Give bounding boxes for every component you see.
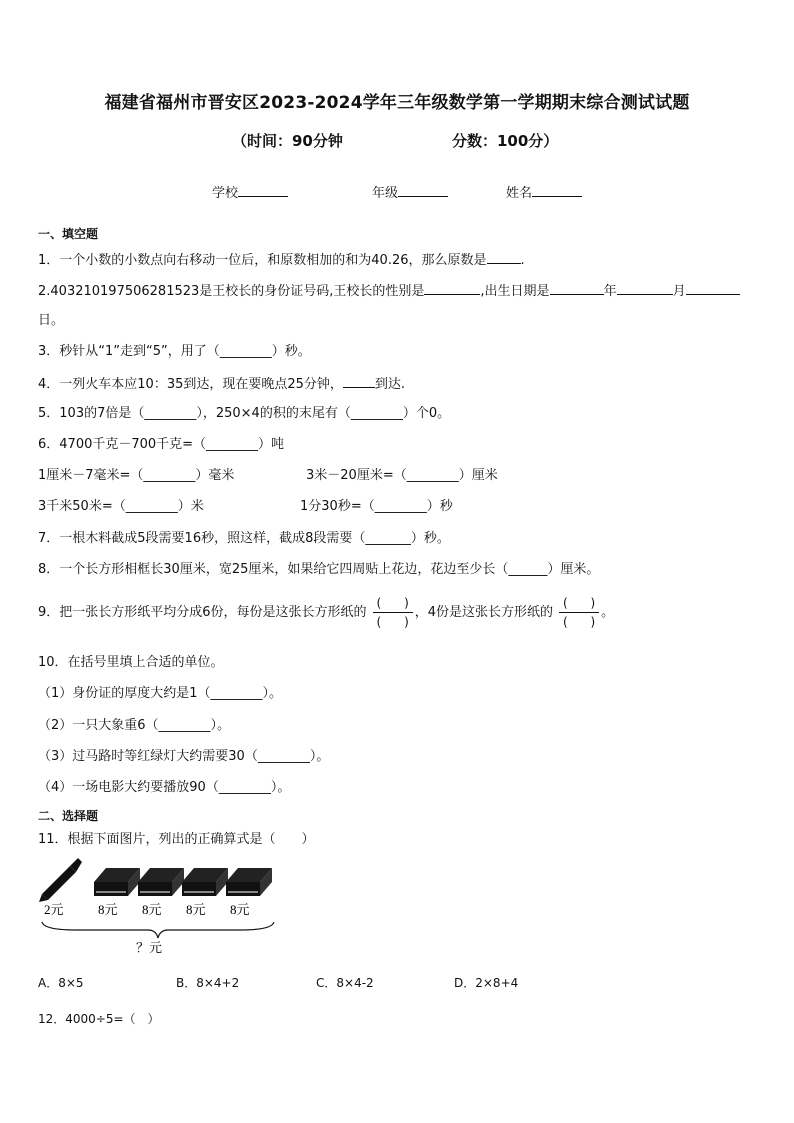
- question-3: 3．秒针从“1”走到“5”，用了（________）秒。: [38, 344, 311, 359]
- grade-blank[interactable]: [398, 184, 448, 197]
- question-6-item-b: 3米－20厘米=（________）厘米: [306, 468, 498, 483]
- exam-time: （时间：90分钟: [232, 132, 343, 150]
- book-price-label: 8元: [142, 902, 162, 917]
- exam-score: 分数：100分）: [452, 132, 559, 150]
- question-4-text-a: 4．一列火车本应10：35到达，现在要晚点25分钟，: [38, 377, 343, 392]
- question-10-item: （3）过马路时等红绿灯大约需要30（________）。: [38, 749, 330, 764]
- question-2-text-c: 年: [603, 284, 617, 299]
- name-field[interactable]: [506, 182, 582, 201]
- question-12: 12．4000÷5=（ ）: [38, 1012, 160, 1026]
- question-1: [38, 251, 525, 269]
- section-choice-title: 二、选择题: [38, 809, 99, 823]
- name-blank[interactable]: [532, 184, 582, 197]
- question-2-blank-day[interactable]: [686, 282, 740, 295]
- question-1-text: 1．一个小数的小数点向右移动一位后，和原数相加的和为40.26，那么原数是: [38, 253, 487, 268]
- option-c[interactable]: C．8×4-2: [316, 976, 374, 990]
- question-2-text-b: ,出生日期是: [480, 284, 550, 299]
- question-2-blank-gender[interactable]: [424, 282, 480, 295]
- option-a[interactable]: A．8×5: [38, 976, 84, 990]
- fraction-blank-2[interactable]: $\frac{( )}{( )}$: [559, 595, 599, 630]
- question-8: 8．一个长方形相框长30厘米，宽25厘米，如果给它四周贴上花边，花边至少长（______）厘米。: [38, 562, 600, 577]
- question-6-item-c: 3千米50米=（________）米: [38, 499, 204, 514]
- question-5: 5．103的7倍是（________），250×4的积的末尾有（________）个0。: [38, 406, 451, 421]
- question-2-blank-month[interactable]: [617, 282, 673, 295]
- question-6-item-d: 1分30秒=（________）秒: [300, 499, 453, 514]
- question-9-text-c: 。: [601, 605, 615, 620]
- question-10-item: （4）一场电影大约要播放90（________）。: [38, 780, 291, 795]
- book-price-label: 8元: [98, 902, 118, 917]
- question-9: [38, 595, 614, 630]
- page-title: 福建省福州市晋安区2023-2024学年三年级数学第一学期期末综合测试试题: [104, 93, 690, 113]
- question-2-blank-year[interactable]: [550, 282, 604, 295]
- question-11: 11．根据下面图片，列出的正确算式是（ ）: [38, 832, 315, 847]
- question-2: [38, 282, 740, 300]
- question-2-text-a: 2.403210197506281523是王校长的身份证号码,王校长的性别是: [38, 284, 425, 299]
- grade-field[interactable]: [372, 182, 448, 201]
- question-2-text-d: 月: [672, 284, 686, 299]
- question-4: [38, 375, 405, 393]
- question-1-end: .: [520, 253, 525, 268]
- question-9-text-b: ，4份是这张长方形纸的: [414, 605, 553, 620]
- school-label: 学校: [212, 186, 239, 201]
- total-brace: [42, 922, 274, 938]
- question-10-title: 10．在括号里填上合适的单位。: [38, 655, 224, 670]
- pen-icon: [39, 858, 82, 902]
- book-price-label: 8元: [230, 902, 250, 917]
- question-10-item: （2）一只大象重6（________）。: [38, 718, 231, 733]
- section-fill-blank-title: 一、填空题: [38, 227, 99, 241]
- option-d[interactable]: D．2×8+4: [454, 976, 519, 990]
- question-9-text-a: 9．把一张长方形纸平均分成6份，每份是这张长方形纸的: [38, 605, 367, 620]
- pen-price-label: 2元: [44, 902, 64, 917]
- book-price-label: 8元: [186, 902, 206, 917]
- name-label: 姓名: [506, 186, 533, 201]
- fraction-blank-1[interactable]: $\frac{( )}{( )}$: [373, 595, 413, 630]
- book-icon: [138, 868, 184, 896]
- question-1-blank[interactable]: [487, 251, 521, 264]
- grade-label: 年级: [372, 186, 399, 201]
- question-2-line2: 日。: [38, 313, 65, 328]
- question-6-line1: 6．4700千克－700千克=（________）吨: [38, 437, 285, 452]
- option-b[interactable]: B．8×4+2: [176, 976, 240, 990]
- question-10-item: （1）身份证的厚度大约是1（________）。: [38, 686, 283, 701]
- question-7: 7．一根木料截成5段需要16秒，照这样，截成8段需要（_______）秒。: [38, 531, 450, 546]
- book-icon: [94, 868, 140, 896]
- school-field[interactable]: [212, 182, 288, 201]
- book-icon: [182, 868, 228, 896]
- question-4-text-b: 到达.: [374, 377, 406, 392]
- school-blank[interactable]: [238, 184, 288, 197]
- question-4-blank[interactable]: [343, 375, 375, 388]
- question-11-figure: [36, 852, 286, 962]
- total-label: ？元: [136, 940, 163, 955]
- question-6-item-a: 1厘米－7毫米=（________）毫米: [38, 468, 235, 483]
- book-icon: [226, 868, 272, 896]
